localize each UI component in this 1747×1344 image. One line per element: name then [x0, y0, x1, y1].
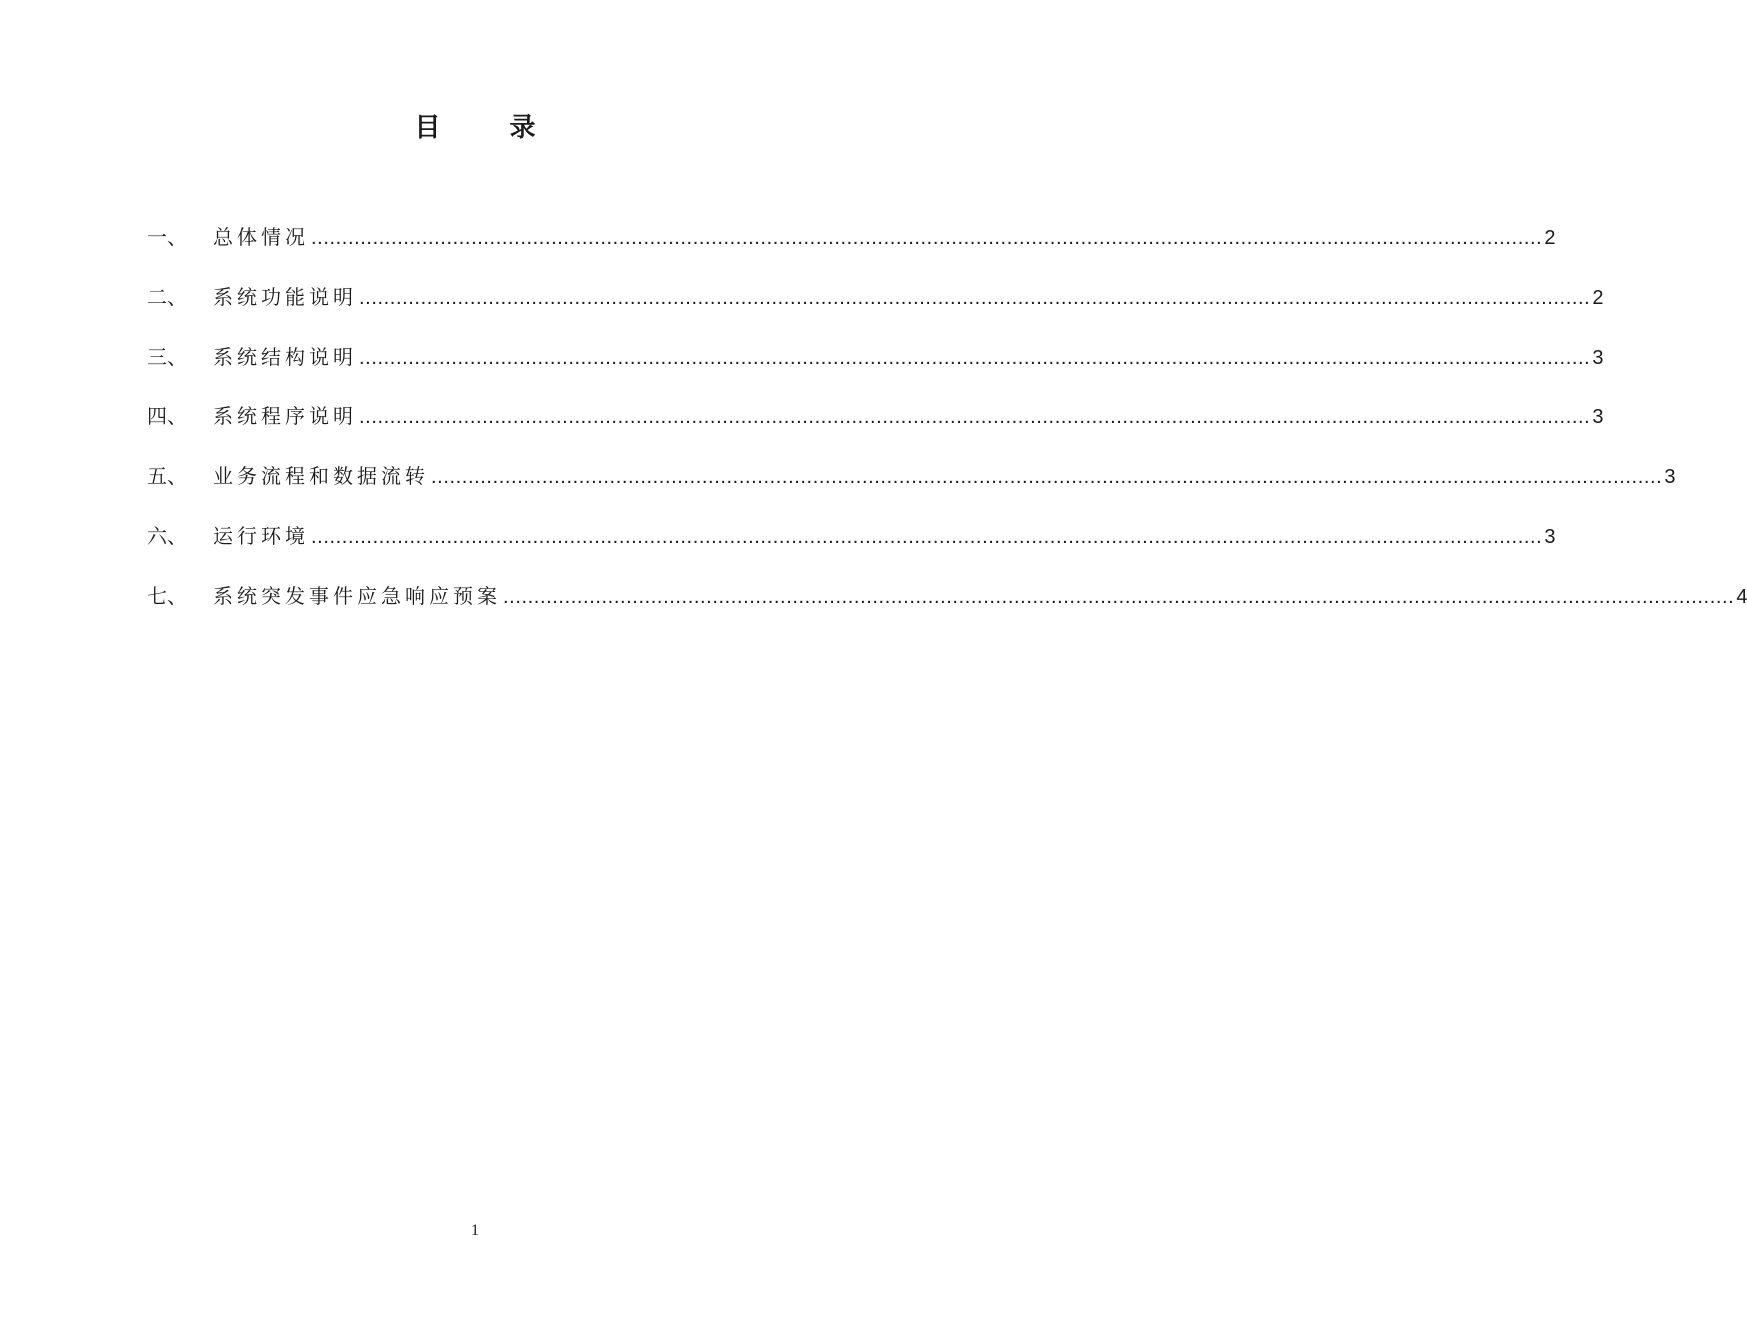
toc-dot-leader: ........................................................................................................................................................................................................ [311, 227, 1543, 249]
toc-entry-title: 系统结构说明 [213, 344, 357, 369]
toc-entry-title: 总体情况 [213, 225, 309, 249]
toc-entry-number: 七、 [147, 583, 187, 608]
toc-entry-number: 六、 [147, 523, 187, 548]
toc-entry-title: 系统突发事件应急响应预案 [213, 583, 501, 608]
toc-entry-page: 3 [1544, 525, 1556, 548]
toc-entry-page: 3 [1592, 346, 1604, 369]
toc-entry-number: 三、 [147, 344, 187, 369]
toc-entry-page: 2 [1592, 286, 1604, 309]
toc-dot-leader: ........................................................................................................................................................................................................ [359, 346, 1591, 369]
toc-entry-page: 2 [1544, 227, 1556, 249]
toc-dot-leader: ........................................................................................................................................................................................................ [311, 525, 1543, 548]
toc-entry-title: 业务流程和数据流转 [213, 464, 429, 489]
toc-entry[interactable] [147, 521, 1556, 581]
page-title: 目 录 [414, 113, 566, 143]
toc-entry[interactable] [147, 461, 1676, 521]
toc-dot-leader: ........................................................................................................................................................................................................ [431, 466, 1663, 489]
toc-entry-page: 3 [1592, 406, 1604, 429]
toc-entry-page: 4 [1736, 585, 1747, 608]
toc-dot-leader: ........................................................................................................................................................................................................ [503, 585, 1735, 608]
toc-entry-title: 系统功能说明 [213, 284, 357, 309]
toc-dot-leader: ........................................................................................................................................................................................................ [359, 286, 1591, 309]
toc-entry-title: 运行环境 [213, 523, 309, 548]
toc-entry-number: 四、 [147, 404, 187, 429]
toc-dot-leader: ........................................................................................................................................................................................................ [359, 406, 1591, 429]
toc-entry-number: 一、 [147, 225, 187, 249]
page-number: 1 [471, 1222, 479, 1239]
toc-entry-page: 3 [1664, 466, 1676, 489]
toc-entry-title: 系统程序说明 [213, 404, 357, 429]
table-of-contents [147, 222, 1747, 641]
toc-entry[interactable] [147, 222, 1556, 282]
toc-entry[interactable] [147, 282, 1604, 342]
toc-entry[interactable] [147, 401, 1604, 461]
toc-entry-number: 五、 [147, 464, 187, 489]
toc-entry[interactable] [147, 581, 1747, 641]
toc-entry[interactable] [147, 342, 1604, 402]
toc-entry-number: 二、 [147, 284, 187, 309]
